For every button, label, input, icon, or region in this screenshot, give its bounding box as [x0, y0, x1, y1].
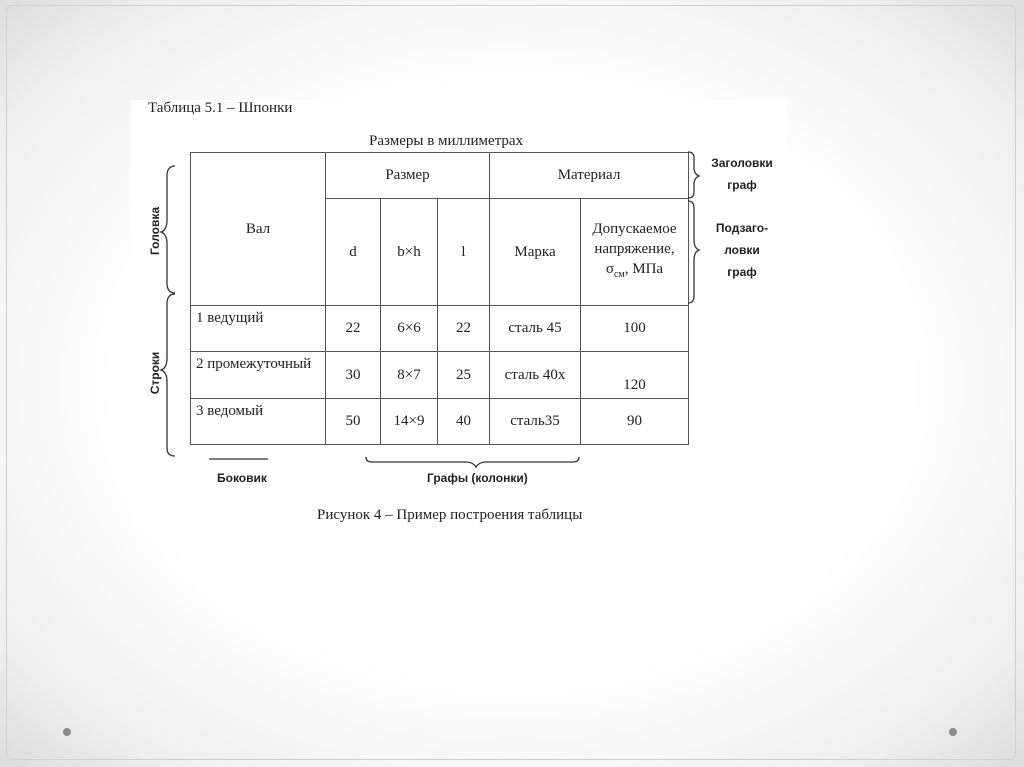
cell-d: 30	[326, 352, 381, 399]
column-headers-label	[707, 152, 777, 196]
header-material: Материал	[490, 153, 689, 199]
header-d: d	[326, 199, 381, 306]
cell-bxh: 6×6	[381, 306, 438, 352]
stress-line2: напряжение,	[594, 241, 675, 257]
subheaders-l1: Подзаго-	[715, 221, 769, 235]
cell-l: 22	[438, 306, 490, 352]
row-name: 1 ведущий	[191, 306, 326, 352]
cell-d: 50	[326, 399, 381, 445]
table-title: Таблица 5.1 – Шпонки	[148, 100, 293, 116]
cell-grade: сталь 40х	[490, 352, 581, 399]
cell-bxh: 8×7	[381, 352, 438, 399]
header-l: l	[438, 199, 490, 306]
stress-subscript: см	[613, 269, 625, 280]
column-headers-brace	[688, 152, 699, 198]
column-headers-l1: Заголовки	[711, 156, 773, 170]
rows-label: Строки	[148, 351, 162, 395]
row-name: 3 ведомый	[191, 399, 326, 445]
columns-brace	[366, 457, 579, 467]
cell-l: 25	[438, 352, 490, 399]
subheaders-brace	[688, 201, 699, 303]
head-label: Головка	[148, 206, 162, 256]
annotation-braces	[131, 100, 787, 528]
subheaders-label	[707, 217, 777, 283]
subheaders-l3: граф	[727, 265, 757, 279]
header-grade: Марка	[490, 199, 581, 306]
cell-d: 22	[326, 306, 381, 352]
row-name: 2 промежуточный	[191, 352, 326, 399]
cell-grade: сталь35	[490, 399, 581, 445]
cell-stress: 100	[581, 306, 689, 352]
columns-label: Графы (колонки)	[427, 471, 528, 485]
stress-symbol: σ	[605, 261, 614, 277]
stress-line1: Допускаемое	[592, 221, 677, 237]
cell-stress: 120	[581, 352, 689, 399]
head-brace	[161, 166, 175, 293]
figure-caption: Рисунок 4 – Пример построения таблицы	[317, 507, 583, 523]
cell-l: 40	[438, 399, 490, 445]
cell-stress: 90	[581, 399, 689, 445]
table-figure	[131, 100, 787, 528]
cell-bxh: 14×9	[381, 399, 438, 445]
column-headers-l2: граф	[727, 178, 757, 192]
header-shaft: Вал	[191, 153, 326, 306]
header-size: Размер	[326, 153, 490, 199]
header-bxh: b×h	[381, 199, 438, 306]
decorative-dot-right	[949, 728, 957, 736]
stub-label: Боковик	[217, 471, 267, 485]
units-note: Размеры в миллиметрах	[369, 133, 524, 149]
cell-grade: сталь 45	[490, 306, 581, 352]
stress-unit: , МПа	[624, 261, 664, 277]
subheaders-l2: ловки	[724, 243, 760, 257]
rows-brace	[161, 294, 175, 456]
decorative-dot-left	[63, 728, 71, 736]
